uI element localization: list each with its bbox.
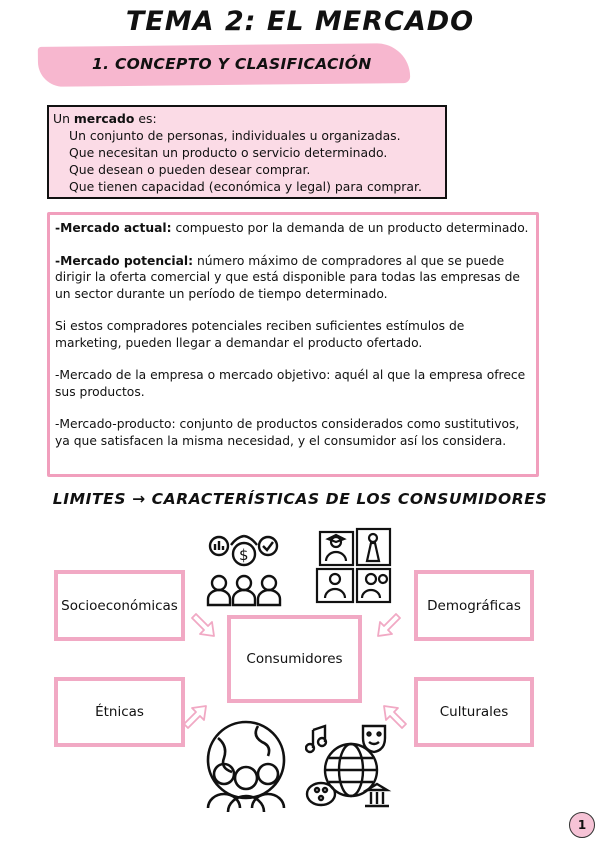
definition-box: [47, 105, 447, 199]
definition-point: Un conjunto de personas, individuales u organizadas.: [69, 128, 401, 143]
mercado-actual-text: compuesto por la demanda de un producto determinado.: [175, 221, 529, 235]
consumers-center-box: [227, 615, 362, 703]
cultural-box: [414, 677, 534, 747]
mercado-actual: [55, 220, 530, 237]
section-title: 1. CONCEPTO Y CLASIFICACIÓN: [92, 55, 372, 73]
arrow-up-right-icon: [182, 700, 212, 730]
arrow-down-left-icon: [372, 612, 402, 642]
definition-term: mercado: [73, 111, 135, 126]
arrow-up-left-icon: [378, 700, 408, 730]
definition-point: Que tienen capacidad (económica y legal) para comprar.: [69, 179, 422, 194]
mercado-producto: -Mercado-producto: conjunto de productos considerados como sustitutivos, ya que satisfacen la misma necesidad, y el consumidor así los considera.: [55, 417, 520, 448]
ethnic-label: Étnicas: [95, 704, 144, 720]
ethnic-box: [54, 677, 185, 747]
socioeconomic-box: [54, 570, 185, 641]
definition-intro: [53, 110, 441, 127]
svg-text:$: $: [239, 546, 249, 564]
definition-intro-suffix: es:: [138, 111, 157, 126]
demographic-illustration-icon: [315, 527, 395, 607]
consumers-label: Consumidores: [246, 651, 343, 667]
mercado-objetivo: -Mercado de la empresa o mercado objetivo: aquél al que la empresa ofrece sus productos.: [55, 368, 526, 399]
definition-point: Que necesitan un producto o servicio determinado.: [69, 145, 388, 160]
limits-title: LIMITES → CARACTERÍSTICAS DE LOS CONSUMIDORES: [52, 490, 548, 508]
demographic-label: Demográficas: [427, 597, 521, 614]
demographic-box: [414, 570, 534, 641]
mercado-potencial-label: -Mercado potencial:: [55, 253, 194, 268]
mercado-potencial: [55, 253, 530, 303]
mercado-potencial-text: número máximo de compradores al que se puede dirigir la oferta comercial y que está disponible para todas las empresas de un sector durante un período de tiempo determinado.: [55, 253, 520, 301]
definition-intro-prefix: Un: [53, 111, 70, 126]
market-types-box: [47, 212, 539, 477]
mercado-actual-label: -Mercado actual:: [55, 221, 172, 235]
definition-point: Que desean o pueden desear comprar.: [69, 162, 311, 177]
marketing-paragraph: Si estos compradores potenciales reciben suficientes estímulos de marketing, pueden llegar a demandar el producto ofertado.: [55, 319, 465, 350]
page-title: TEMA 2: EL MERCADO: [125, 6, 475, 37]
cultural-illustration-icon: [305, 720, 397, 812]
socioeconomic-illustration-icon: [205, 533, 283, 607]
page-number: 1: [569, 812, 595, 838]
ethnic-illustration-icon: [200, 720, 292, 812]
arrow-down-right-icon: [190, 612, 220, 642]
socioeconomic-label: Socioeconómicas: [61, 597, 178, 614]
cultural-label: Culturales: [439, 704, 509, 720]
